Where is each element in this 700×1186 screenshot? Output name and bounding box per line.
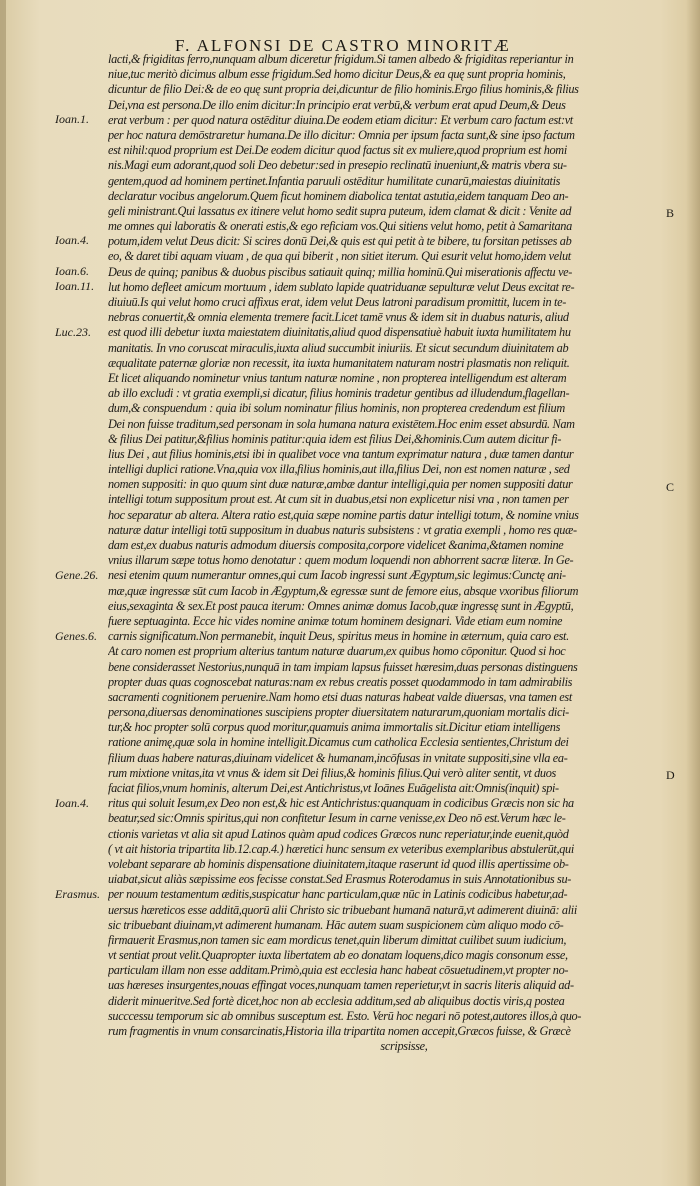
text-line: filium duas habere naturas,diuinam videlicet & humanam,incōfusas in vnitate suppositi,sine vlla ea- (108, 750, 568, 765)
text-line: uas hæreses insurgentes,nouas effingat voces,nunquam tamen reperietur,vt in sacris literis aliquid ad- (108, 978, 574, 993)
text-line: dam est,ex duabus naturis admodum diuersis composita,corpore videlicet &anima,&tamen nomine (108, 538, 564, 552)
text-line: vt sentiat prout velit.Quapropter iuxta libertatem ab eo donatam loquens,dico magis consonum esse, (108, 948, 568, 963)
text-line: diuiuū.Is qui velut homo cruci affixus erat, idem velut Deus latroni paradisum promittit, lucem in te- (108, 295, 566, 309)
page-edge-shadow (686, 0, 700, 1186)
text-line: vnius illarum sæpe totus homo denotatur : quem modum loquendi non abhorrent sacræ literæ. In Ge- (108, 553, 574, 568)
margin-reference: Luc.23. (55, 324, 91, 339)
text-line: ctionis varietas vt alia sit apud Latinos quàm apud codices Græcos nunc reperiatur,inde euenit,quòd (108, 826, 569, 841)
text-line: manitatis. In vno coruscat miraculis,iuxta aliud succumbit iniuriis. Et sicut secundum diuinitatem ab (108, 340, 569, 355)
text-line: beatur,sed sic:Omnis spiritus,qui non confitetur Iesum in carne venisse,ex Deo nō est.Verum hæc le- (108, 811, 566, 826)
text-line: sic tribuebant diuinam,vt adimerent humanam. Hāc autem suam suspicionem cùm aliquo modo cō- (108, 917, 564, 932)
body-text (108, 52, 656, 1054)
text-line: lut homo defleet amicum mortuum , idem sublato lapide quatriduanæ sepulturæ velut Deus excitat re- (108, 279, 575, 294)
text-line: Dei non fuisse traditum,sed personam in sola humana natura existētem.Hoc enim esset absurdū. Nam (108, 416, 575, 431)
text-line: Et licet aliquando nominetur vnius tantum naturæ nomine , non propterea intelligendum est alteram (108, 370, 567, 385)
text-line: diderit minueritve.Sed fortè dicet,hoc non ab ecclesia additum,sed ab aliquibus doctis viris,q postea (108, 993, 565, 1008)
text-line: sacramenti cognitionem peruenire.Nam homo etsi duas naturas habeat valde diuersas, vna tamen est (108, 689, 572, 704)
text-line: rum fragmentis in vnum consarcinatis,Historia illa tripartita nomen accepit,Græcos fuisse, & Græcè (108, 1024, 571, 1038)
text-line: gentem,quod ad hominem pertinet.Infantia paruuli ostēditur humilitate cunarū,maiestas diuinitatis (108, 173, 561, 188)
text-line: dum,& conspuendum : quia ibi solum nominatur filius hominis, non propterea credendum est filium (108, 401, 565, 416)
section-letter: B (666, 206, 675, 220)
margin-reference: Gene.26. (55, 567, 99, 582)
text-line: intelligi duplici ratione.Vna,quia vox illa,filius hominis,aut illa,filius Dei, non est nomen naturæ , sed (108, 462, 570, 477)
text-line: per hoc natura demōstraretur humana.De illo dicitur: Omnia per ipsum facta sunt,& sine ipso factum (108, 127, 575, 142)
text-line: ab illo excludi : vt gratia exempli,si dicatur, filius hominis tradetur gentibus ad illudendum,flagellan- (108, 386, 570, 401)
margin-reference: Erasmus. (55, 887, 101, 901)
text-line: carnis significatum.Non permanebit, inquit Deus, spiritus meus in homine in æternum, quia caro est. (108, 629, 569, 644)
text-line: bene considerasset Nestorius,nunquā in tam impiam lapsus fuisset hæresim,duas personas distinguens (108, 659, 578, 674)
margin-reference: Genes.6. (55, 628, 97, 643)
margin-reference: Ioan.4. (55, 795, 89, 810)
text-line: ratione animę,quæ sola in homine intelligit.Dicamus cum catholica Ecclesia sentientes,Christum dei (108, 735, 569, 750)
margin-reference: Ioan.4. (55, 233, 89, 248)
text-line: declaratur vocibus angelorum.Quem ficut hominem diabolica tentat astutia,eidem tanquam Deo an- (108, 188, 569, 203)
text-line: propter duas quas cognoscebat naturas:nam ex rebus creatis posset quodammodo in tam admirabilis (108, 674, 573, 689)
text-line: succcessu temporum sic ab omnibus susceptum est. Esto. Verū hoc negari nō potest,autores illos,à quo- (108, 1008, 582, 1023)
binding-edge (0, 0, 6, 1186)
text-line: æqualitate paternæ gloriæ non recessit, ita iuxta humanitatem naturam nostri plasmatis non reliquit. (108, 355, 570, 370)
text-line: nis.Magi eum adorant,quod soli Deo debetur:sed in presepio reclinatū inueniunt,& matris vbera su- (108, 158, 567, 173)
text-line: uersus hæreticos esse additā,quorū alii Christo sic tribuebant humanā naturā,vt adimerent diuinā: alii (108, 902, 577, 917)
text-line: nomen suppositi: in quo quum sint duæ naturæ,ambæ dantur intelligi,quia per nomen suppositi datur (108, 477, 573, 492)
margin-reference: Ioan.1. (55, 111, 89, 126)
text-line: me omnes qui laboratis & onerati estis,& ego reficiam vos.Qui sitiens velut homo, petit à Samaritana (108, 219, 572, 234)
section-letter: D (666, 768, 675, 783)
text-line: fuere septuaginta. Ecce hic vides nomine animæ totum hominem designari. Vide etiam eum nomine (108, 613, 563, 628)
section-letter: C (666, 479, 675, 494)
text-line: hoc separatur ab altera. Altera ratio est,quia sæpe nomine partis datur intelligi totum, & nomine vnius (108, 507, 579, 522)
margin-reference: Ioan.11. (55, 279, 95, 293)
text-line: eius,sexaginta & sex.Et post pauca iterum: Omnes animæ domus Iacob,quæ ingressę sunt in Ægyptū, (108, 598, 574, 613)
text-line: eo, & daret tibi aquam viuam , de qua qui biberit , non sitiet iterum. Qui esurit velut homo,idem velut (108, 249, 571, 264)
text-line: faciat filios,vnum hominis, alterum Dei,est Antichristus,vt Ioānes Euāgelista ait:Omnis(inquit) spi- (108, 781, 559, 795)
text-line: Dei,vna est persona.De illo enim dicitur:In principio erat verbū,& verbum erat apud Deum,& Deus (108, 97, 566, 112)
text-line: nebras conuertit,& omnia elementa tremere facit.Licet tamē vnus & idem sit in duabus naturis, aliud (108, 310, 569, 325)
text-line: dicuntur de filio Dei:& de eo quę sunt propria dei,dicuntur de filio hominis.Ergo filius hominis,& filius (108, 82, 579, 97)
text-line: persona,diuersas denominationes suscipiens propter diuersitatem naturarum,quoniam mortalis dici- (108, 705, 569, 720)
text-line: volebant separare ab hominis dispensatione diuinitatem,itaque raserunt id quod illis apertissime ob- (108, 856, 569, 871)
text-line: scripsisse, (108, 1039, 428, 1054)
text-line: ( vt ait historia tripartita lib.12.cap.4.) hæretici hunc sensum ex veteribus exemplaribus abstulerūt,qui (108, 841, 574, 856)
running-head: F. ALFONSI DE CASTRO MINORITÆ (175, 36, 511, 55)
text-line: potum,idem velut Deus dicit: Si scires donū Dei,& quis est qui petit à te bibere, tu forsitan petisses ab (108, 234, 572, 249)
margin-reference: Ioan.6. (55, 263, 89, 278)
text-line: uiabat,sicut aliàs sæpissime eos fecisse constat.Sed Erasmus Roterodamus in suis Annotationibus su- (108, 872, 572, 887)
text-line: est quod illi debetur iuxta maiestatem diuinitatis,aliud quod dispensatiuè habuit iuxta humilitatem hu (108, 325, 571, 340)
text-line: naturæ datur intelligi totū suppositum in duabus naturis subsistens : vt gratia exempli , homo res quæ- (108, 522, 577, 537)
text-line: intelligi totum suppositum prout est. At cum sit in duabus,etsi non explicetur nisi vna , non tamen per (108, 492, 569, 507)
text-line: mæ,quæ ingressæ sūt cum Iacob in Ægyptum,& egressæ sunt de femore eius, absque vxoribus filiorum (108, 583, 579, 598)
text-line: nesi etenim quum numerantur omnes,qui cum Iacob ingressi sunt Ægyptum,sic legimus:Cunctę ani- (108, 568, 566, 583)
text-line: firmauerit Erasmus,non tamen sic eam mordicus tenet,quin liberum dimittat cuilibet suum iudicium, (108, 932, 567, 947)
text-line: lacti,& frigiditas ferro,nunquam album diceretur frigidum.Si tamen albedo & frigiditas reperiantur in (108, 52, 574, 66)
text-line: erat verbum : per quod natura ostēditur diuina.De eodem etiam dicitur: Et verbum caro factum est:vt (108, 112, 573, 127)
text-line: ritus qui soluit Iesum,ex Deo non est,& hic est Antichristus:quanquam in codicibus Græcis non sic ha (108, 796, 574, 811)
text-line: per nouum testamentum æditis,suspicatur hanc particulam,quæ nūc in Latinis codicibus habetur,ad- (108, 887, 568, 902)
text-line: At caro nomen est proprium alterius tantum naturæ duarum,ex quibus homo cōponitur. Quod si hoc (108, 644, 566, 659)
text-line: tur,& hoc propter solū corpus quod moritur,quamuis anima immortalis sit.Dicitur etiam intelligens (108, 720, 561, 735)
text-line: lius Dei , aut filius hominis,etsi ibi in qualibet voce vna tantum exprimatur natura , duæ tamen dantur (108, 446, 574, 461)
text-line: Deus de quinq; panibus & duobus piscibus satiauit quinq; millia hominū.Qui miserationis affectu ve- (108, 264, 573, 279)
text-line: rum mixtione vnitas,ita vt vnus & idem sit Dei filius,& hominis filius.Qui verò aliter sentit, vt duos (108, 765, 556, 780)
text-line: est nihil:quod proprium est Dei.De eodem dicitur quod factus sit ex muliere,quod proprium est homi (108, 143, 567, 158)
text-line: niue,tuc meritò dicimus album esse frigidum.Sed homo dicitur Deus,& ea quę sunt propria hominis, (108, 67, 566, 82)
text-line: geli ministrant.Qui lassatus ex itinere velut homo sedit supra puteum, idem clamat & dicit : Venite ad (108, 203, 572, 218)
text-line: & filius Dei patitur,&filius hominis patitur:quia idem est filius Dei,&hominis.Cum autem dicitur fi- (108, 431, 562, 446)
text-line: particulam illam non esse additam.Primò,quia est ecclesia hanc habeat cōsuetudinem,vt propter no- (108, 963, 569, 978)
